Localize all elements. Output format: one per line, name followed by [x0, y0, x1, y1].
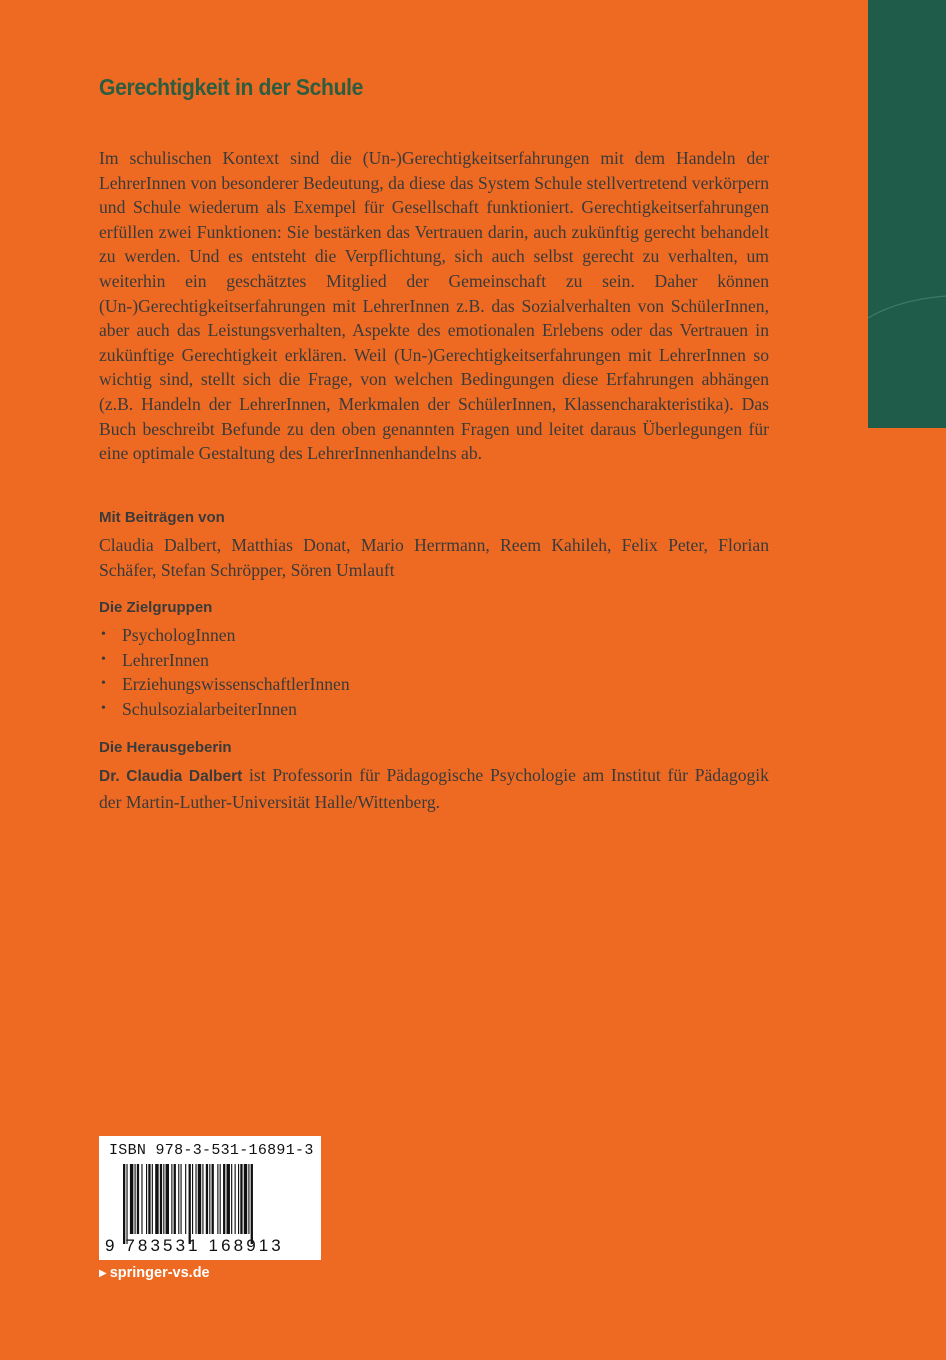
contributors-heading: Mit Beiträgen von: [99, 509, 225, 526]
barcode-bar: [212, 1164, 214, 1234]
barcode-bar: [240, 1164, 242, 1234]
barcode-bar: [185, 1164, 186, 1234]
barcode-bar: [251, 1164, 253, 1244]
editor-bio-text: ist Professorin für Pädagogische Psychologie am Institut für Pädagogik der Martin-Luther-Universität Halle/Wittenberg.: [99, 765, 769, 812]
barcode-bar: [123, 1164, 125, 1244]
barcode-bar: [171, 1164, 172, 1234]
contributors-list: Claudia Dalbert, Matthias Donat, Mario Herrmann, Reem Kahileh, Felix Peter, Florian Schäfer, Stefan Schröpper, Sören Umlauft: [99, 535, 769, 580]
list-item: • ErziehungswissenschaftlerInnen: [99, 672, 350, 697]
editor-bio: [99, 763, 769, 814]
barcode-bar: [227, 1164, 230, 1234]
bullet-icon: •: [101, 627, 106, 642]
bullet-icon: •: [101, 700, 106, 716]
barcode-bar: [135, 1164, 136, 1234]
isbn-label: ISBN 978-3-531-16891-3: [109, 1142, 314, 1159]
barcode-bar: [192, 1164, 193, 1234]
barcode-bar: [178, 1164, 179, 1234]
list-item: • LehrerInnen: [99, 648, 350, 673]
barcode-bar: [238, 1164, 239, 1234]
barcode-bar: [231, 1164, 232, 1234]
barcode-bar: [195, 1164, 196, 1234]
barcode-bar: [166, 1164, 169, 1234]
barcode-bar: [141, 1164, 142, 1234]
editor-name: Dr. Claudia Dalbert: [99, 768, 243, 785]
editor-heading: Die Herausgeberin: [99, 739, 232, 756]
target-groups-list: [99, 623, 350, 721]
ean-number: 9 783531 168913: [105, 1236, 284, 1255]
list-item: • SchulsozialarbeiterInnen: [99, 697, 350, 722]
website-text: springer-vs.de: [109, 1265, 210, 1281]
barcode: [99, 1136, 321, 1260]
barcode-bar: [181, 1164, 182, 1234]
barcode-bar: [189, 1164, 191, 1244]
barcode-bar: [130, 1164, 133, 1234]
barcode-bar: [202, 1164, 203, 1234]
barcode-bar: [244, 1164, 247, 1234]
target-groups-heading: Die Zielgruppen: [99, 599, 213, 616]
barcode-bar: [174, 1164, 176, 1234]
barcode-bar: [198, 1164, 201, 1234]
barcode-bar: [137, 1164, 139, 1234]
barcode-bar: [163, 1164, 164, 1234]
barcode-bar: [209, 1164, 210, 1234]
list-item: • PsychologInnen: [99, 623, 350, 648]
decorative-curve: [868, 0, 946, 428]
barcode-bar: [148, 1164, 150, 1234]
barcode-bar: [155, 1164, 158, 1234]
barcode-bar: [248, 1164, 249, 1234]
accent-strip: [868, 0, 946, 428]
book-description: Im schulischen Kontext sind die (Un-)Gerechtigkeitserfahrungen mit dem Handeln der LehrerInnen von besonderer Bedeutung, da diese das System Schule stellvertretend verkörpern und Schule wiederum als Exempel für Gesellschaft funktioniert. Gerechtigkeitserfahrungen erfüllen zwei Funktionen: Sie bestärken das Vertrauen darin, auch zukünftig gerecht behandelt zu werden. Und es entsteht die Verpflichtung, sich auch selbst gerecht zu verhalten, um weiterhin ein geschätztes Mitglied der Gemeinschaft zu sein. Daher können (Un-)Gerechtigkeitserfahrungen mit LehrerInnen z.B. das Sozialverhalten von SchülerInnen, aber auch das Leistungsverhalten, Aspekte des emotionalen Erlebens oder das Vertrauen in zukünftige Gerechtigkeit erklären. Weil (Un-)Gerechtigkeitserfahrungen mit LehrerInnen so wichtig sind, stellt sich die Frage, von welchen Bedingungen diese Erfahrungen abhängen (z.B. Handeln der LehrerInnen, Merkmalen der SchülerInnen, Klassencharakteristika). Das Buch beschreibt Befunde zu den oben genannten Fragen und leitet daraus Überlegungen für eine optimale Gestaltung des LehrerInnenhandelns ab.: [99, 148, 769, 464]
publisher-link[interactable]: [99, 1265, 210, 1281]
barcode-bar: [126, 1164, 127, 1244]
barcode-bar: [223, 1164, 225, 1234]
bullet-icon: •: [101, 676, 106, 692]
barcode-bar: [235, 1164, 236, 1234]
play-arrow-icon: ▶: [99, 1267, 107, 1279]
barcode-bar: [146, 1164, 147, 1234]
barcode-bar: [206, 1164, 208, 1234]
barcode-bar: [217, 1164, 218, 1234]
bullet-icon: •: [101, 651, 106, 667]
book-title: Gerechtigkeit in der Schule: [99, 74, 364, 100]
barcode-bar: [160, 1164, 162, 1234]
barcode-bar: [152, 1164, 153, 1234]
barcode-bar: [220, 1164, 221, 1234]
